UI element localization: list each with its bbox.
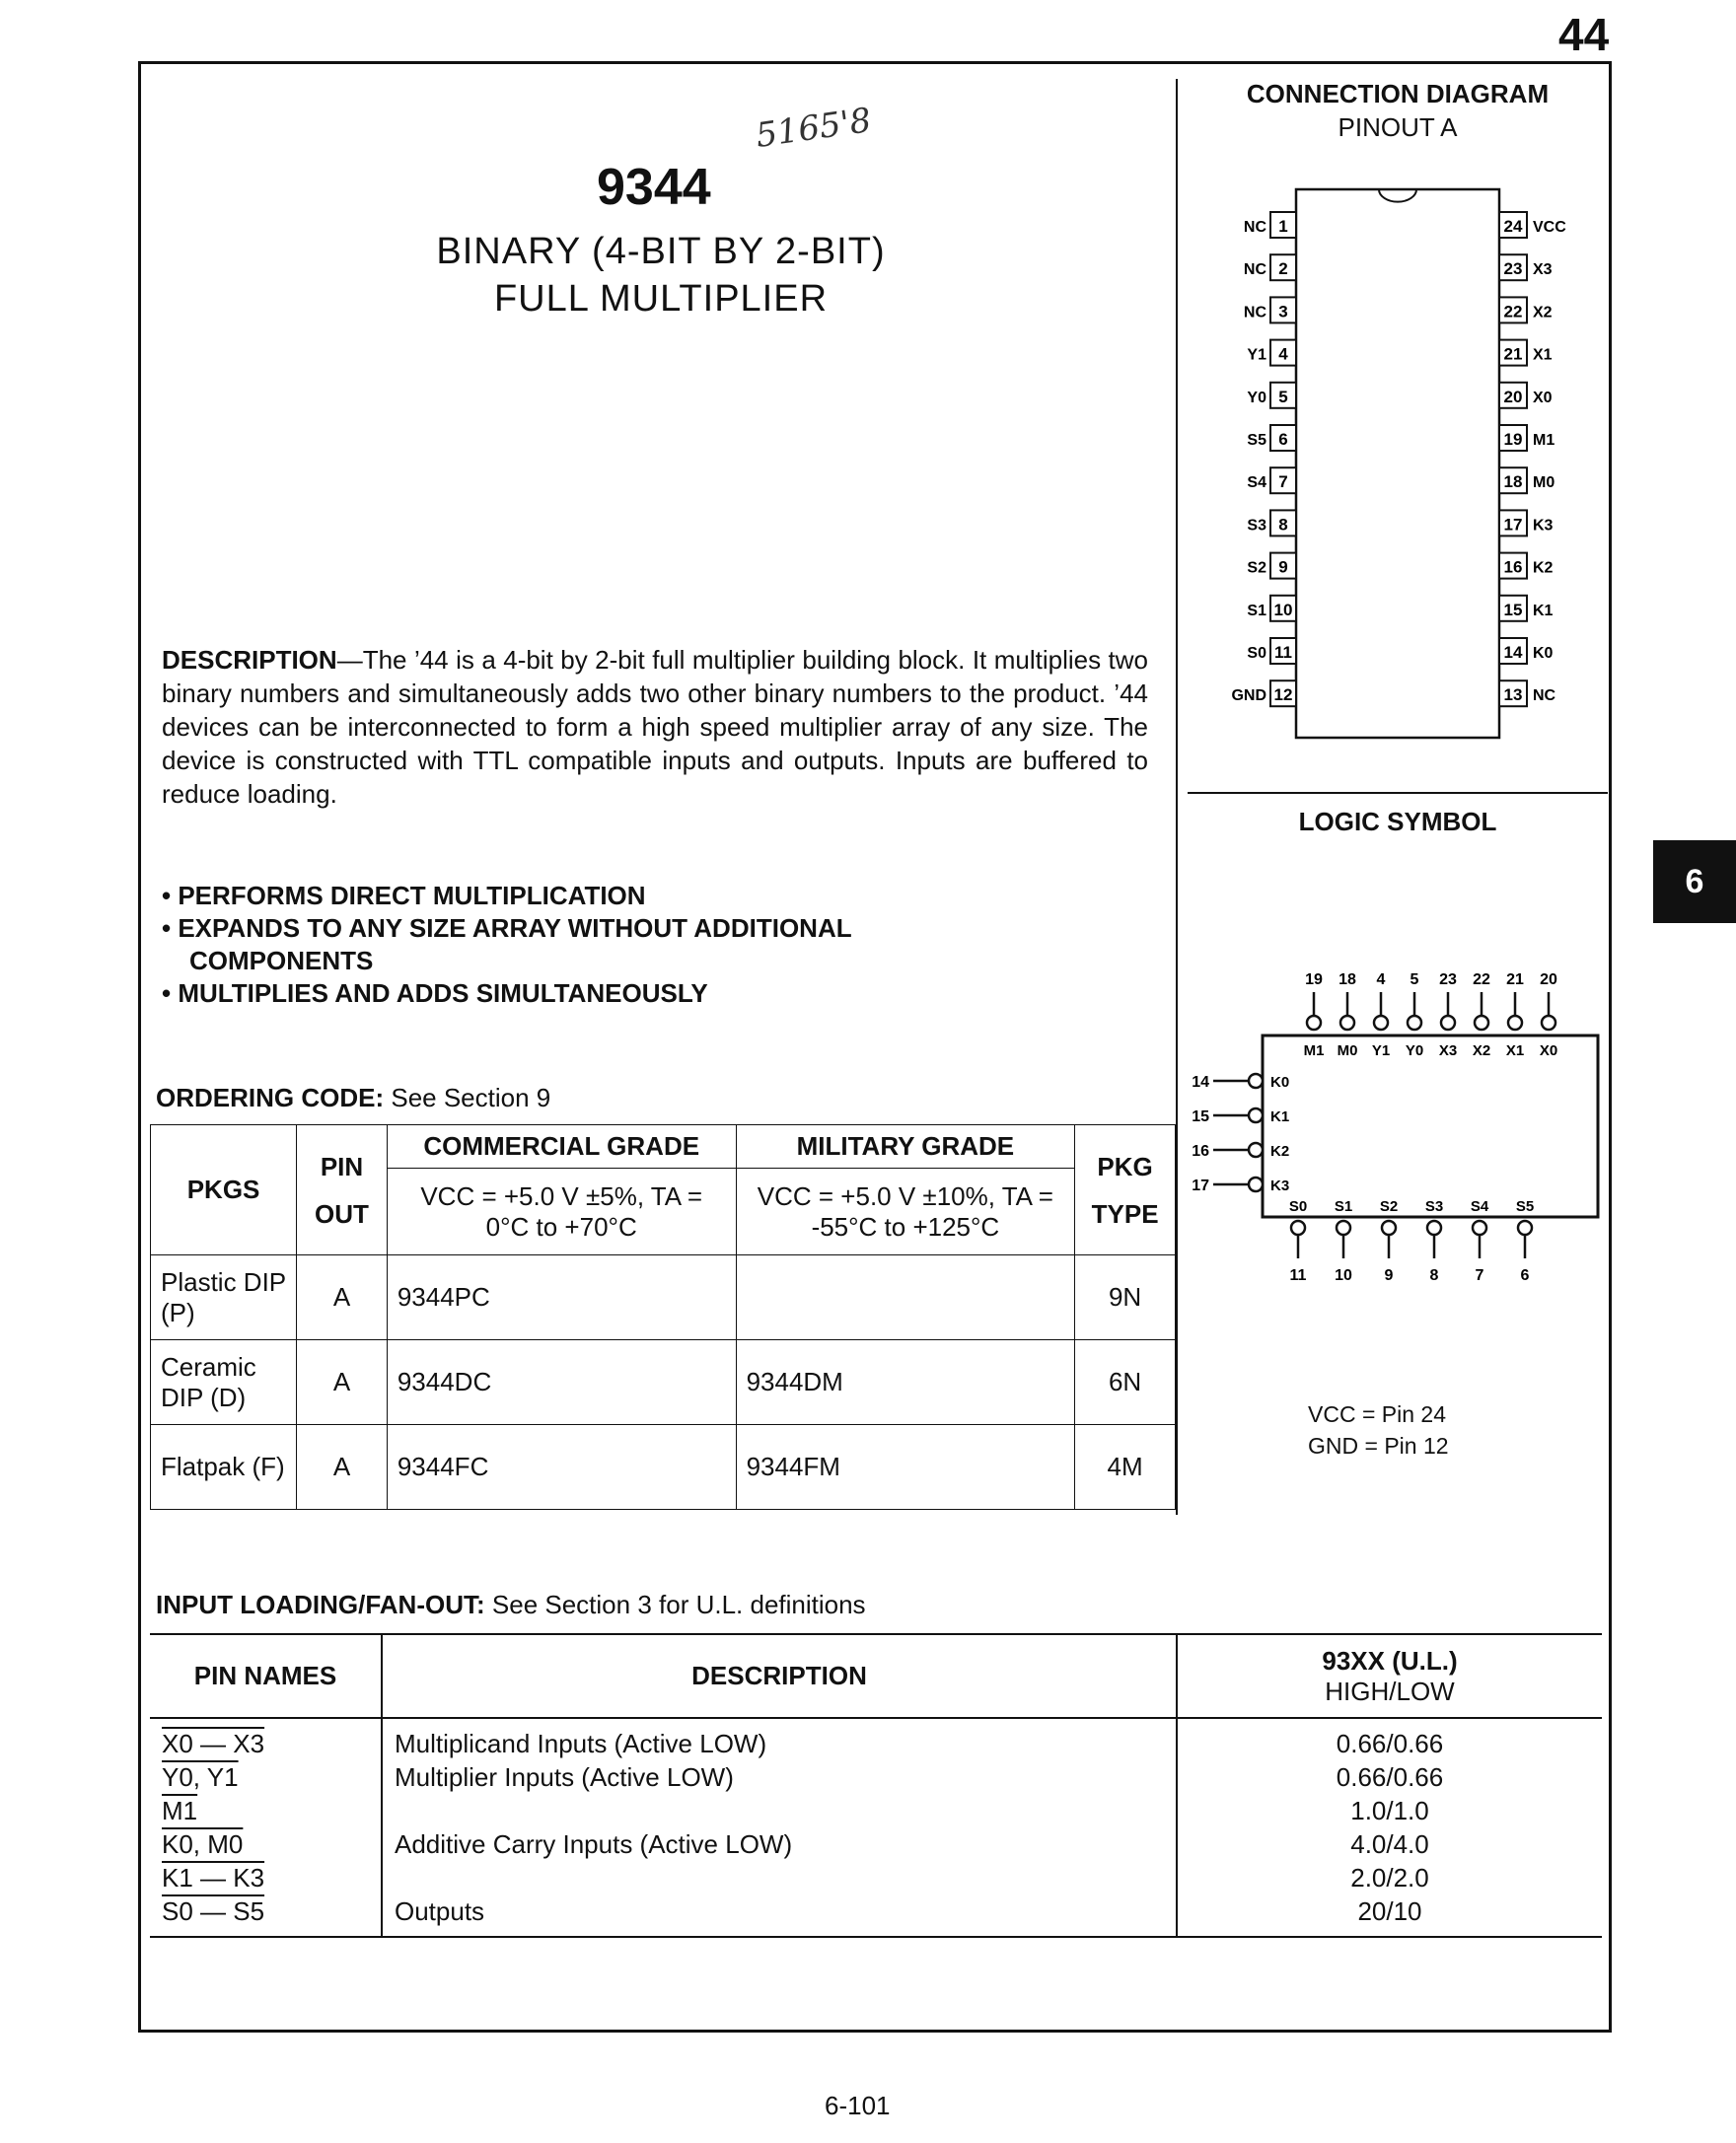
dip-pin-number: 20 [1503,387,1523,406]
logic-left-pin-label: K0 [1270,1074,1290,1091]
dip-pin-name: NC [1533,687,1556,705]
dip-pin-name: Y0 [1247,389,1266,406]
ul-value: 0.66/0.66 [1336,1729,1444,1758]
ul-value: 20/10 [1357,1896,1422,1926]
dip-pin-number: 15 [1503,600,1523,619]
logic-left-pin-label: K2 [1270,1143,1290,1160]
dip-pin-number: 11 [1274,643,1292,662]
logic-top-pin-label: M0 [1337,1042,1358,1059]
military-cell: 9344FM [736,1425,1075,1510]
loading-table-wrap [150,1633,1602,1938]
logic-bottom-pin-number: 7 [1475,1267,1484,1284]
logic-top-pin-number: 19 [1305,971,1323,988]
dip-pin-number: 23 [1503,259,1523,279]
handwritten-note: 5165'8 [753,101,874,156]
dip-pin-number: 6 [1278,430,1288,449]
right-divider [1188,792,1608,794]
feature-list [162,880,959,1010]
dip-pin-number: 24 [1503,217,1523,236]
section-tab: 6 [1653,840,1736,923]
dip-pin-name: S2 [1247,559,1266,577]
title-line-2: FULL MULTIPLIER [493,278,829,320]
commercial-cell: 9344FC [387,1425,736,1510]
dip-pin-number: 3 [1278,302,1288,321]
logic-left-pin-number: 14 [1192,1074,1209,1091]
dip-pin-number: 10 [1273,600,1293,619]
logic-bottom-pin-number: 9 [1384,1267,1394,1284]
pin-name: K0, M0 [162,1829,244,1859]
commercial-conditions: VCC = +5.0 V ±5%, TA = 0°C to +70°C [387,1169,736,1255]
logic-bottom-pin-label: S3 [1424,1198,1444,1215]
part-number: 9344 [597,159,711,216]
commercial-cell: 9344PC [387,1255,736,1340]
dip-pin-name: X0 [1533,389,1553,406]
dip-pin-name: S3 [1247,517,1266,535]
pin-name: S0 — S5 [162,1896,265,1926]
pin-cell: A [297,1255,388,1340]
dip-pin-name: NC [1243,219,1266,236]
header-ul: 93XX (U.L.) HIGH/LOW [1322,1645,1458,1706]
feature-item: • PERFORMS DIRECT MULTIPLICATION [162,881,646,910]
dip-package-body [1296,189,1499,738]
logic-top-pin-label: M1 [1303,1042,1325,1059]
descriptions-cell [382,1718,1177,1936]
pin-description: Additive Carry Inputs (Active LOW) [395,1829,793,1859]
logic-top-pin-bubble [1307,1016,1321,1030]
dip-pin-name: VCC [1533,219,1566,236]
logic-bottom-pin-bubble [1427,1221,1441,1235]
pin-description: Outputs [395,1896,485,1926]
footer-page-number: 6-101 [825,2091,891,2120]
logic-top-pin-bubble [1340,1016,1354,1030]
dip-pin-number: 8 [1278,515,1288,535]
logic-bottom-pin-label: S1 [1334,1198,1353,1215]
dip-pin-number: 2 [1278,259,1288,279]
dip-pin-name: K2 [1533,559,1554,577]
logic-bottom-pin-label: S4 [1470,1198,1489,1215]
dip-pin-name: X3 [1533,261,1553,279]
dip-pin-name: S0 [1247,645,1266,662]
dip-pin-name: Y1 [1247,346,1266,364]
logic-bottom-pin-number: 8 [1429,1267,1439,1284]
dip-pin-name: NC [1243,304,1266,321]
title-line-1: BINARY (4-BIT BY 2-BIT) [436,231,886,272]
type-cell: 4M [1075,1425,1176,1510]
logic-top-pin-label: X2 [1472,1042,1491,1059]
logic-left-pin-bubble [1249,1178,1263,1191]
logic-top-pin-bubble [1542,1016,1555,1030]
dip-pin-number: 18 [1503,472,1523,492]
header-pkgs: PKGS [151,1125,297,1255]
military-cell [736,1255,1075,1340]
pin-cell: A [297,1425,388,1510]
pin-name: K1 — K3 [162,1863,265,1893]
type-cell: 6N [1075,1340,1176,1425]
dip-pin-number: 13 [1503,685,1523,705]
logic-bottom-pin-number: 11 [1289,1267,1307,1284]
pin-description [395,1861,1164,1894]
dip-pin-number: 17 [1503,515,1523,535]
header-pin-names: PIN NAMES [150,1635,382,1718]
logic-left-pin-number: 17 [1192,1178,1209,1194]
dip-pin-number: 16 [1503,557,1523,577]
logic-left-pin-bubble [1249,1108,1263,1122]
logic-top-pin-number: 22 [1473,971,1490,988]
logic-bottom-pin-bubble [1382,1221,1396,1235]
ordering-table [150,1124,1176,1510]
dip-pin-number: 1 [1278,217,1288,236]
dip-pin-name: S5 [1247,432,1266,449]
logic-symbol-title: LOGIC SYMBOL [1298,807,1497,836]
description-label: DESCRIPTION [162,645,337,675]
logic-top-pin-bubble [1441,1016,1455,1030]
dip-pin-name: K1 [1533,602,1554,619]
connection-diagram-subtitle: PINOUT A [1338,112,1458,142]
logic-top-pin-number: 20 [1540,971,1557,988]
page-number: 44 [1558,9,1610,60]
military-cell: 9344DM [736,1340,1075,1425]
ul-cell [1177,1718,1602,1936]
dip-pin-name: M0 [1533,474,1555,492]
dip-pin-number: 4 [1278,344,1288,364]
logic-top-pin-number: 23 [1439,971,1457,988]
dip-pin-name: K3 [1533,517,1554,535]
pin-description [395,1794,1164,1827]
loading-table [150,1635,1602,1936]
logic-bottom-pin-number: 10 [1335,1267,1352,1284]
ul-value: 2.0/2.0 [1350,1863,1429,1893]
pin-description: Multiplicand Inputs (Active LOW) [395,1729,767,1758]
dip-pin-name: S4 [1247,474,1266,492]
logic-top-pin-number: 21 [1506,971,1524,988]
column-divider [1176,79,1178,1515]
pin-name: M1 [162,1796,198,1825]
pin-names-cell [150,1718,382,1936]
ordering-code-heading: ORDERING CODE: See Section 9 [156,1083,551,1112]
header-pkg-type: PKG TYPE [1075,1125,1176,1255]
header-description: DESCRIPTION [382,1635,1177,1718]
loading-heading: INPUT LOADING/FAN-OUT: See Section 3 for U.L. definitions [156,1590,866,1619]
ul-value: 4.0/4.0 [1350,1829,1429,1859]
logic-top-pin-label: X1 [1505,1042,1525,1059]
logic-top-pin-bubble [1408,1016,1421,1030]
dip-pin-name: X2 [1533,304,1553,321]
logic-top-pin-label: Y0 [1405,1042,1424,1059]
dip-pin-name: S1 [1247,602,1266,619]
logic-left-pin-label: K1 [1270,1108,1290,1125]
dip-pin-number: 19 [1503,430,1523,449]
ul-value: 1.0/1.0 [1350,1796,1429,1825]
ordering-table-wrap [150,1124,1176,1510]
logic-symbol-body [1263,1036,1598,1217]
logic-top-pin-bubble [1475,1016,1488,1030]
logic-left-pin-bubble [1249,1074,1263,1088]
pin-cell: A [297,1340,388,1425]
logic-bottom-pin-label: S5 [1515,1198,1535,1215]
connection-diagram [1188,178,1608,750]
dip-pin-number: 14 [1503,643,1523,662]
type-cell: 9N [1075,1255,1176,1340]
connection-diagram-title: CONNECTION DIAGRAM [1246,79,1550,108]
dip-pin-number: 5 [1278,387,1288,406]
logic-top-pin-bubble [1508,1016,1522,1030]
power-notes [1308,1398,1449,1462]
feature-item: • MULTIPLIES AND ADDS SIMULTANEOUSLY [162,978,708,1008]
header-commercial: COMMERCIAL GRADE [387,1125,736,1169]
logic-bottom-pin-bubble [1337,1221,1350,1235]
logic-top-pin-number: 18 [1338,971,1356,988]
feature-item: • EXPANDS TO ANY SIZE ARRAY WITHOUT ADDITIONAL COMPONENTS [162,913,852,975]
description [162,643,1148,811]
logic-top-pin-label: Y1 [1371,1042,1391,1059]
logic-bottom-pin-label: S0 [1288,1198,1308,1215]
pin-name: Y0, Y1 [162,1762,239,1792]
pkg-cell: Ceramic DIP (D) [151,1340,297,1425]
dip-pin-number: 7 [1278,472,1288,492]
logic-bottom-pin-bubble [1291,1221,1305,1235]
commercial-cell: 9344DC [387,1340,736,1425]
pin-description: Multiplier Inputs (Active LOW) [395,1762,734,1792]
dip-pin-number: 9 [1278,557,1288,577]
logic-left-pin-number: 16 [1192,1143,1209,1160]
vcc-note: VCC = Pin 24 [1308,1401,1446,1427]
dip-pin-name: K0 [1533,645,1554,662]
logic-top-pin-label: X3 [1438,1042,1458,1059]
logic-left-pin-label: K3 [1270,1178,1290,1194]
description-text: —The ’44 is a 4-bit by 2-bit full multiplier building block. It multiplies two binary numbers and simultaneously adds two other binary numbers to the product. ’44 devices can be interconnected to form a high speed multiplier array of any size. The device is constructed with TTL compatible inputs and outputs. Inputs are buffered to reduce loading. [162,645,1148,809]
logic-bottom-pin-label: S2 [1379,1198,1399,1215]
logic-bottom-pin-number: 6 [1520,1267,1530,1284]
dip-pin-name: M1 [1533,432,1555,449]
dip-pin-name: X1 [1533,346,1553,364]
logic-top-pin-label: X0 [1539,1042,1558,1059]
pkg-cell: Plastic DIP (P) [151,1255,297,1340]
logic-bottom-pin-bubble [1518,1221,1532,1235]
dip-pin-number: 21 [1503,344,1523,364]
logic-left-pin-number: 15 [1192,1108,1209,1125]
military-conditions: VCC = +5.0 V ±10%, TA = -55°C to +125°C [736,1169,1075,1255]
header-pin-out: PIN OUT [297,1125,388,1255]
dip-pin-number: 22 [1503,302,1523,321]
dip-pin-number: 12 [1273,685,1293,705]
pkg-cell: Flatpak (F) [151,1425,297,1510]
logic-symbol [1184,966,1608,1312]
logic-top-pin-number: 5 [1410,971,1419,988]
logic-left-pin-bubble [1249,1143,1263,1157]
header-military: MILITARY GRADE [736,1125,1075,1169]
logic-top-pin-bubble [1374,1016,1388,1030]
pin-name: X0 — X3 [162,1729,265,1758]
logic-bottom-pin-bubble [1473,1221,1486,1235]
dip-pin-name: NC [1243,261,1266,279]
logic-top-pin-number: 4 [1376,971,1386,988]
gnd-note: GND = Pin 12 [1308,1433,1449,1459]
dip-pin-name: GND [1231,687,1266,705]
ul-value: 0.66/0.66 [1336,1762,1444,1792]
